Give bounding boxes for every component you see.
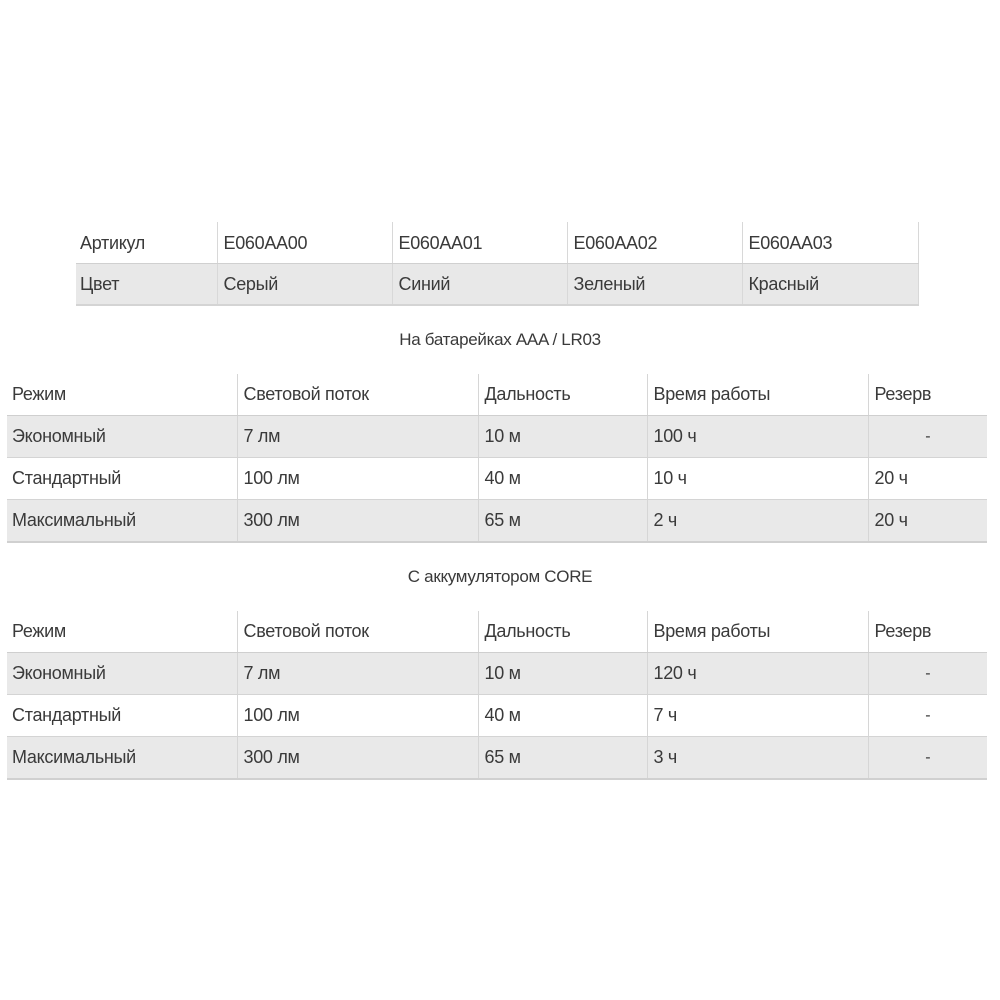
- table-cell: -: [868, 653, 987, 695]
- table-cell: Стандартный: [7, 695, 237, 737]
- article-cell: E060AA01: [392, 223, 567, 264]
- table-cell: Максимальный: [7, 737, 237, 780]
- table-cell: Экономный: [7, 416, 237, 458]
- table-row: [7, 737, 987, 780]
- table-cell: 300 лм: [237, 500, 478, 543]
- table-cell: 65 м: [478, 737, 647, 780]
- table-row: [7, 416, 987, 458]
- table-cell: 100 лм: [237, 458, 478, 500]
- table-cell: 20 ч: [868, 458, 987, 500]
- table-cell: 40 м: [478, 458, 647, 500]
- table-header-row: [7, 374, 987, 416]
- header-cell: Световой поток: [237, 611, 478, 653]
- table-cell: Экономный: [7, 653, 237, 695]
- article-row: [76, 223, 918, 264]
- header-cell: Резерв: [868, 611, 987, 653]
- table-cell: 40 м: [478, 695, 647, 737]
- header-cell: Световой поток: [237, 374, 478, 416]
- table-cell: 100 лм: [237, 695, 478, 737]
- header-cell: Время работы: [647, 611, 868, 653]
- battery-section-caption: На батарейках AAA / LR03: [399, 330, 601, 349]
- table-cell: 20 ч: [868, 500, 987, 543]
- table-cell: 2 ч: [647, 500, 868, 543]
- color-label: Цвет: [76, 264, 217, 306]
- article-cell: E060AA03: [742, 223, 918, 264]
- table-row: [7, 458, 987, 500]
- table-cell: Стандартный: [7, 458, 237, 500]
- header-cell: Дальность: [478, 374, 647, 416]
- color-cell: Серый: [217, 264, 392, 306]
- table-cell: 7 ч: [647, 695, 868, 737]
- table-cell: -: [868, 416, 987, 458]
- color-cell: Зеленый: [567, 264, 742, 306]
- table-header-row: [7, 611, 987, 653]
- table-cell: 7 лм: [237, 653, 478, 695]
- color-cell: Красный: [742, 264, 918, 306]
- header-cell: Время работы: [647, 374, 868, 416]
- table-cell: 10 ч: [647, 458, 868, 500]
- article-label: Артикул: [76, 223, 217, 264]
- table-cell: -: [868, 695, 987, 737]
- table-row: [7, 695, 987, 737]
- color-row: [76, 264, 918, 306]
- table-cell: 10 м: [478, 653, 647, 695]
- table-cell: 100 ч: [647, 416, 868, 458]
- header-cell: Дальность: [478, 611, 647, 653]
- table-cell: 300 лм: [237, 737, 478, 780]
- header-cell: Режим: [7, 611, 237, 653]
- sku-table: [76, 222, 919, 306]
- table-cell: 10 м: [478, 416, 647, 458]
- table-row: [7, 500, 987, 543]
- header-cell: Резерв: [868, 374, 987, 416]
- core-spec-table: [7, 611, 987, 780]
- table-cell: 65 м: [478, 500, 647, 543]
- article-cell: E060AA00: [217, 223, 392, 264]
- table-cell: 3 ч: [647, 737, 868, 780]
- table-cell: Максимальный: [7, 500, 237, 543]
- battery-spec-table: [7, 374, 987, 543]
- table-cell: -: [868, 737, 987, 780]
- table-cell: 7 лм: [237, 416, 478, 458]
- article-cell: E060AA02: [567, 223, 742, 264]
- core-section-caption: С аккумулятором CORE: [407, 567, 593, 586]
- table-row: [7, 653, 987, 695]
- color-cell: Синий: [392, 264, 567, 306]
- header-cell: Режим: [7, 374, 237, 416]
- table-cell: 120 ч: [647, 653, 868, 695]
